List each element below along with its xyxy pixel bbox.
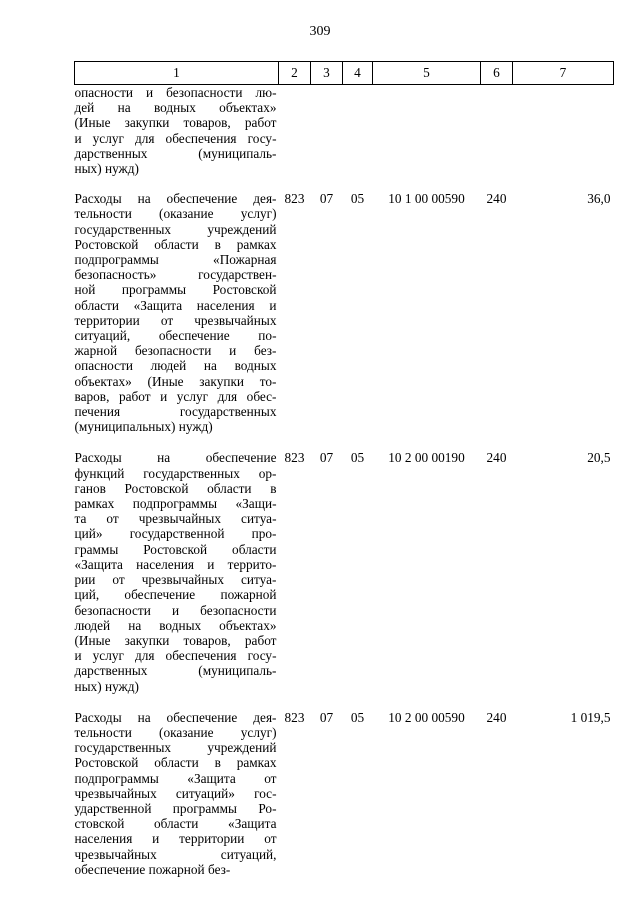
description-line: объектах» (Иные закупки то- — [74, 373, 277, 389]
description-line: Расходы на обеспечение дея- — [74, 191, 277, 207]
description-line: Расходы на обеспечение — [74, 450, 277, 466]
description-line: чрезвычайных ситуаций» гос- — [74, 785, 277, 801]
amount-cell: 20,5 — [587, 450, 611, 466]
description-line: ганов Ростовской области в — [74, 480, 277, 496]
amount-cell — [513, 85, 614, 192]
column-header-7: 7 — [513, 62, 614, 85]
description-line: территории от чрезвычайных — [74, 312, 277, 328]
description-line: государственных учреждений — [74, 221, 277, 237]
section-code-cell: 07 — [319, 191, 334, 207]
row-description — [75, 191, 279, 450]
description-line: подпрограммы «Пожарная — [74, 252, 277, 268]
section-code-cell — [311, 85, 343, 192]
row-description — [75, 85, 279, 192]
column-header-2: 2 — [279, 62, 311, 85]
row-description — [75, 710, 279, 893]
target-item-code-cell — [373, 85, 481, 192]
description-line: ных) нужд) — [74, 161, 139, 177]
budget-table — [74, 61, 614, 893]
target-item-code-cell: 10 2 00 00590 — [388, 709, 465, 725]
description-line: области «Защита населения и — [74, 297, 277, 313]
amount-cell: 36,0 — [587, 191, 611, 207]
ministry-code-cell: 823 — [284, 709, 305, 725]
ministry-code-cell: 823 — [284, 450, 305, 466]
description-line: ных) нужд) — [74, 678, 139, 694]
description-line: (Иные закупки товаров, работ — [74, 115, 277, 131]
header-row — [75, 62, 614, 85]
description-line: населения и территории от — [74, 831, 277, 847]
description-line: ной программы Ростовской — [74, 282, 277, 298]
column-header-5: 5 — [373, 62, 481, 85]
description-line: стовской области «Защита — [74, 816, 277, 832]
description-line: рамках подпрограммы «Защи- — [74, 496, 277, 512]
description-line: обеспечение пожарной без- — [74, 861, 231, 877]
description-line: ситуаций, обеспечение по- — [74, 328, 277, 344]
description-line: безопасности и безопасности — [74, 602, 277, 618]
description-line: тельности (оказание услуг) — [74, 206, 277, 222]
column-header-6: 6 — [481, 62, 513, 85]
table-row — [75, 85, 614, 192]
target-item-code-cell: 10 1 00 00590 — [388, 191, 465, 207]
subsection-code-cell: 05 — [350, 709, 365, 725]
description-line: безопасность» государствен- — [74, 267, 277, 283]
description-line: граммы Ростовской области — [74, 541, 277, 557]
column-header-1: 1 — [75, 62, 279, 85]
description-line: жарной безопасности и без- — [74, 343, 277, 359]
description-line: дарственных (муниципаль- — [74, 145, 277, 161]
section-code-cell: 07 — [319, 450, 334, 466]
description-line: «Защита населения и террито- — [74, 556, 277, 572]
description-line: печения государственных — [74, 404, 277, 420]
table-row — [75, 710, 614, 893]
description-line: функций государственных ор- — [74, 465, 277, 481]
description-line: варов, работ и услуг для обес- — [74, 388, 277, 404]
description-line: людей на водных объектах» — [74, 617, 277, 633]
description-line: та от чрезвычайных ситуа- — [74, 511, 277, 527]
section-code-cell: 07 — [319, 709, 334, 725]
expense-type-code-cell: 240 — [486, 450, 507, 466]
subsection-code-cell: 05 — [350, 450, 365, 466]
description-line: тельности (оказание услуг) — [74, 724, 277, 740]
target-item-code-cell: 10 2 00 00190 — [388, 450, 465, 466]
description-line: рии от чрезвычайных ситуа- — [74, 572, 277, 588]
description-line: и услуг для обеспечения госу- — [74, 648, 277, 664]
description-line: дарственных (муниципаль- — [74, 663, 277, 679]
ministry-code-cell: 823 — [284, 191, 305, 207]
description-line: и услуг для обеспечения госу- — [74, 130, 277, 146]
description-line: ций» государственной про- — [74, 526, 277, 542]
description-line: ций, обеспечение пожарной — [74, 587, 277, 603]
row-description — [75, 450, 279, 709]
column-header-3: 3 — [311, 62, 343, 85]
description-line: опасности людей на водных — [74, 358, 277, 374]
description-line: подпрограммы «Защита от — [74, 770, 277, 786]
table-row — [75, 450, 614, 709]
description-line: (Иные закупки товаров, работ — [74, 632, 277, 648]
subsection-code-cell: 05 — [350, 191, 365, 207]
table-row — [75, 191, 614, 450]
description-line: опасности и безопасности лю- — [74, 85, 277, 100]
expense-type-code-cell: 240 — [486, 191, 507, 207]
description-line: государственных учреждений — [74, 740, 277, 756]
description-line: дей на водных объектах» — [74, 100, 277, 116]
subsection-code-cell — [343, 85, 373, 192]
page-number: 309 — [309, 24, 331, 39]
description-line: ударственной программы Ро- — [74, 800, 277, 816]
expense-type-code-cell — [481, 85, 513, 192]
description-line: (муниципальных) нужд) — [74, 419, 213, 435]
description-line: Расходы на обеспечение дея- — [74, 709, 277, 725]
description-line: Ростовской области в рамках — [74, 236, 277, 252]
column-header-4: 4 — [343, 62, 373, 85]
ministry-code-cell — [279, 85, 311, 192]
amount-cell: 1 019,5 — [570, 709, 611, 725]
expense-type-code-cell: 240 — [486, 709, 507, 725]
description-line: чрезвычайных ситуаций, — [74, 846, 277, 862]
description-line: Ростовской области в рамках — [74, 755, 277, 771]
